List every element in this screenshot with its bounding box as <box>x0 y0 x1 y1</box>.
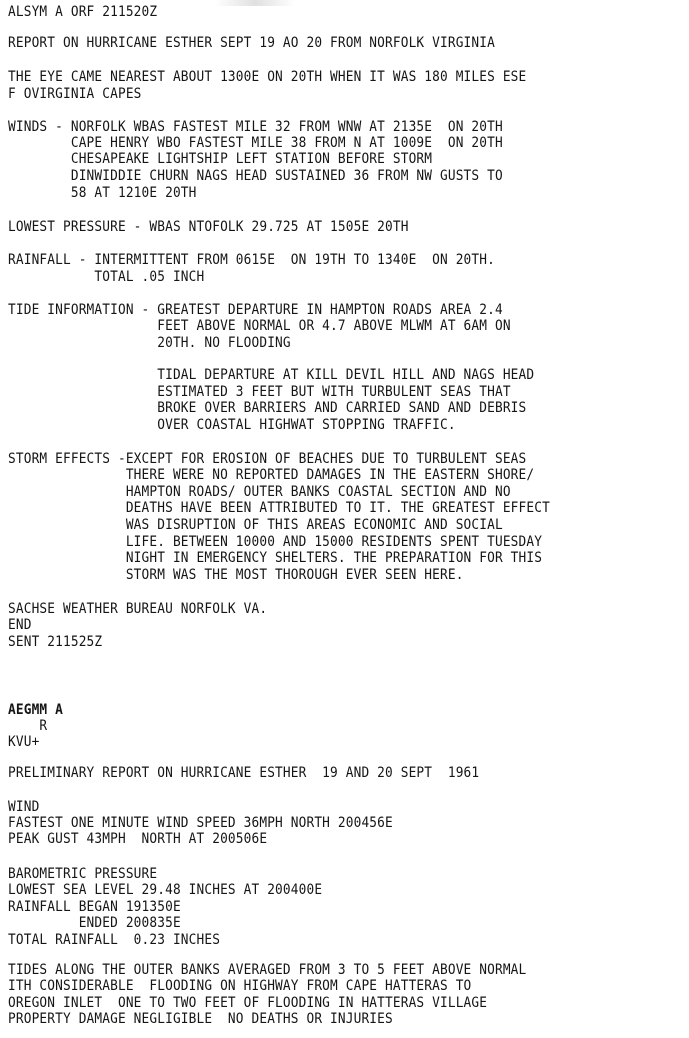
report2-pressure-line: RAINFALL BEGAN 191350E <box>8 899 181 916</box>
report1-tide2-line: TIDAL DEPARTURE AT KILL DEVIL HILL AND NAGS HEAD <box>8 367 535 384</box>
report1-storm-line: THERE WERE NO REPORTED DAMAGES IN THE EASTERN SHORE/ <box>8 467 535 484</box>
report1-tide2-line: OVER COASTAL HIGHWAT STOPPING TRAFFIC. <box>8 417 456 434</box>
report1-title: REPORT ON HURRICANE ESTHER SEPT 19 AO 20 FROM NORFOLK VIRGINIA <box>8 35 495 52</box>
report2-wind-line: FASTEST ONE MINUTE WIND SPEED 36MPH NORTH 200456E <box>8 815 393 832</box>
report1-header: ALSYM A ORF 211520Z <box>8 4 158 21</box>
report1-winds-line: 58 AT 1210E 20TH <box>8 185 197 202</box>
report2-wind-line: PEAK GUST 43MPH NORTH AT 200506E <box>8 831 268 848</box>
report1-storm-line: LIFE. BETWEEN 10000 AND 15000 RESIDENTS SPENT TUESDAY <box>8 534 543 551</box>
report2-title: PRELIMINARY REPORT ON HURRICANE ESTHER 19 AND 20 SEPT 1961 <box>8 765 480 782</box>
report2-tides-line: ITH CONSIDERABLE FLOODING ON HIGHWAY FROM CAPE HATTERAS TO <box>8 978 472 995</box>
report2-tides-line: OREGON INLET ONE TO TWO FEET OF FLOODING IN HATTERAS VILLAGE <box>8 995 488 1012</box>
report2-header-line: AEGMM A <box>8 702 63 719</box>
report1-storm-line: WAS DISRUPTION OF THIS AREAS ECONOMIC AND SOCIAL <box>8 517 503 534</box>
report2-wind-line: WIND <box>8 799 40 816</box>
report1-eye-line: THE EYE CAME NEAREST ABOUT 1300E ON 20TH WHEN IT WAS 180 MILES ESE <box>8 69 527 86</box>
scan-smudge <box>215 0 295 6</box>
report2-pressure-line: ENDED 200835E <box>8 915 181 932</box>
report1-signoff-line: SACHSE WEATHER BUREAU NORFOLK VA. <box>8 601 268 618</box>
report2-pressure-line: BAROMETRIC PRESSURE <box>8 866 158 883</box>
report2-pressure-line: LOWEST SEA LEVEL 29.48 INCHES AT 200400E <box>8 882 323 899</box>
report1-storm-line: HAMPTON ROADS/ OUTER BANKS COASTAL SECTION AND NO <box>8 484 511 501</box>
report2-header-line: R <box>8 718 48 735</box>
report1-tide-line: FEET ABOVE NORMAL OR 4.7 ABOVE MLWM AT 6AM ON <box>8 318 511 335</box>
report1-tide-line: TIDE INFORMATION - GREATEST DEPARTURE IN HAMPTON ROADS AREA 2.4 <box>8 302 503 319</box>
report1-eye-line: F OVIRGINIA CAPES <box>8 86 142 103</box>
report1-storm-line: STORM EFFECTS -EXCEPT FOR EROSION OF BEACHES DUE TO TURBULENT SEAS <box>8 451 527 468</box>
report1-winds-line: WINDS - NORFOLK WBAS FASTEST MILE 32 FROM WNW AT 2135E ON 20TH <box>8 119 503 136</box>
report1-storm-line: STORM WAS THE MOST THOROUGH EVER SEEN HERE. <box>8 567 464 584</box>
report2-tides-line: TIDES ALONG THE OUTER BANKS AVERAGED FROM 3 TO 5 FEET ABOVE NORMAL <box>8 962 527 979</box>
report2-tides-line: PROPERTY DAMAGE NEGLIGIBLE NO DEATHS OR INJURIES <box>8 1011 393 1028</box>
report2-header-line: KVU+ <box>8 734 40 751</box>
report1-storm-line: DEATHS HAVE BEEN ATTRIBUTED TO IT. THE GREATEST EFFECT <box>8 500 550 517</box>
report1-rainfall-line: RAINFALL - INTERMITTENT FROM 0615E ON 19TH TO 1340E ON 20TH. <box>8 252 495 269</box>
report1-pressure: LOWEST PRESSURE - WBAS NTOFOLK 29.725 AT 1505E 20TH <box>8 219 409 236</box>
report1-rainfall-line: TOTAL .05 INCH <box>8 269 205 286</box>
report1-tide-line: 20TH. NO FLOODING <box>8 335 291 352</box>
report1-tide2-line: ESTIMATED 3 FEET BUT WITH TURBULENT SEAS THAT <box>8 384 511 401</box>
report1-winds-line: CAPE HENRY WBO FASTEST MILE 38 FROM N AT 1009E ON 20TH <box>8 135 503 152</box>
report1-winds-line: CHESAPEAKE LIGHTSHIP LEFT STATION BEFORE STORM <box>8 151 433 168</box>
report1-tide2-line: BROKE OVER BARRIERS AND CARRIED SAND AND DEBRIS <box>8 400 527 417</box>
report1-winds-line: DINWIDDIE CHURN NAGS HEAD SUSTAINED 36 FROM NW GUSTS TO <box>8 168 503 185</box>
report1-storm-line: NIGHT IN EMERGENCY SHELTERS. THE PREPARATION FOR THIS <box>8 550 543 567</box>
report1-signoff-line: END <box>8 617 32 634</box>
report2-pressure-line: TOTAL RAINFALL 0.23 INCHES <box>8 932 221 949</box>
report1-signoff-line: SENT 211525Z <box>8 634 103 651</box>
